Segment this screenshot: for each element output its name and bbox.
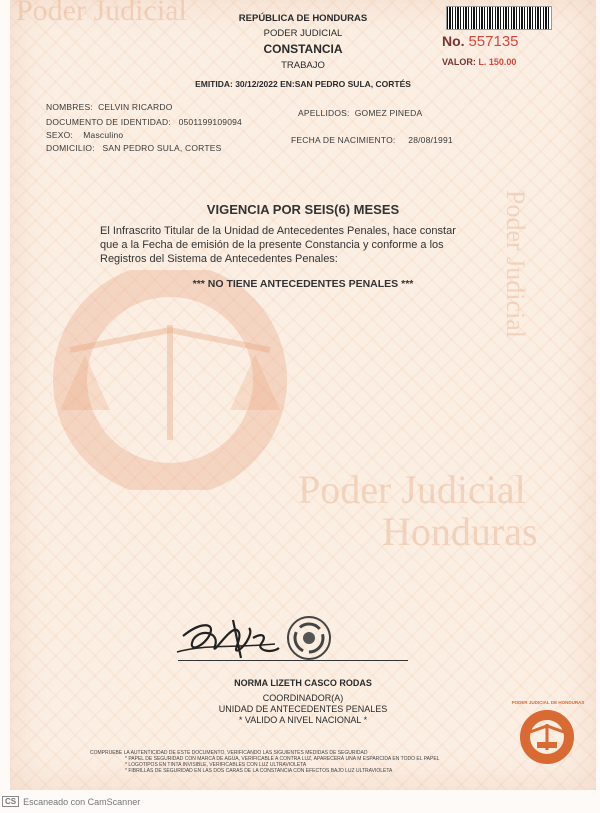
id-value: 0501199109094	[178, 117, 242, 127]
scanner-watermark	[2, 796, 140, 807]
watermark-line1: Poder Judicial	[298, 467, 526, 512]
signature-line	[178, 660, 408, 661]
price-value: L. 150.00	[478, 57, 517, 67]
body-line2: que a la Fecha de emisión de la presente Constancia y conforme a los	[100, 239, 444, 251]
security-note-4: * FIBRILLAS DE SEGURIDAD EN LAS DOS CARAS DE LA CONSTANCIA CON EFECTOS BAJO LUZ ULTRAVIOLETA	[125, 768, 393, 774]
names-row	[46, 102, 173, 112]
security-note-3: * LOGOTIPOS EN TINTA INVISIBLE, VERIFICABLES CON LUZ ULTRAVIOLETA	[125, 762, 307, 768]
seal-emblem-icon	[518, 708, 576, 766]
sex-row	[46, 130, 123, 140]
watermark-side: Poder Judicial	[501, 190, 530, 339]
security-note-1: COMPRUEBE LA AUTENTICIDAD DE ESTE DOCUMENTO, VERIFICANDO LAS SIGUIENTES MEDIDAS DE SEGURIDAD	[90, 750, 368, 756]
signature-icon	[175, 614, 285, 664]
document-paper	[10, 0, 596, 790]
price	[442, 57, 516, 67]
dob-label: FECHA DE NACIMIENTO:	[291, 135, 396, 145]
address-label: DOMICILIO:	[46, 143, 95, 153]
serial-label: No.	[442, 33, 465, 49]
scanner-text: Escaneado con CamScanner	[23, 796, 141, 807]
names-label: NOMBRES:	[46, 102, 93, 112]
signer-unit: UNIDAD DE ANTECEDENTES PENALES	[218, 704, 388, 714]
surname-value: GOMEZ PINEDA	[354, 108, 423, 118]
body-paragraph	[100, 224, 520, 266]
header-issued: EMITIDA: 30/12/2022 EN:SAN PEDRO SULA, CORTÉS	[195, 79, 411, 89]
sex-value: Masculino	[83, 130, 124, 140]
security-note-2: * PAPEL DE SEGURIDAD CON MARCA DE AGUA, VERIFICABLE A CONTRA LUZ, APARECERÁ UNA M ESPARCIDA EN TODO EL PAPEL	[125, 756, 440, 762]
address-row	[46, 143, 221, 153]
signer-scope: * VALIDO A NIVEL NACIONAL *	[238, 715, 368, 725]
id-row	[46, 117, 242, 127]
serial-number	[442, 33, 519, 50]
address-value: SAN PEDRO SULA, CORTES	[102, 143, 222, 153]
validity-title: VIGENCIA POR SEIS(6) MESES	[206, 202, 400, 217]
barcode-icon	[446, 6, 552, 30]
result-text: *** NO TIENE ANTECEDENTES PENALES ***	[192, 278, 414, 290]
judicial-seal	[510, 700, 586, 766]
header-doc-type: CONSTANCIA	[263, 42, 343, 56]
header-branch: PODER JUDICIAL	[263, 28, 343, 39]
dob-row	[291, 135, 453, 145]
watermark-line2: Honduras	[382, 509, 538, 554]
surname-row	[298, 108, 422, 118]
sex-label: SEXO:	[46, 130, 73, 140]
header-purpose: TRABAJO	[281, 60, 325, 71]
official-stamp-icon	[286, 614, 332, 662]
body-line3: Registros del Sistema de Antecedentes Penales:	[100, 253, 338, 265]
serial-value: 557135	[468, 33, 519, 50]
id-label: DOCUMENTO DE IDENTIDAD:	[46, 117, 171, 127]
seal-text: PODER JUDICIAL DE HONDURAS	[511, 700, 585, 705]
body-line1: El Infrascrito Titular de la Unidad de Antecedentes Penales, hace constar	[100, 225, 456, 237]
security-notes	[90, 750, 510, 774]
signer-role: COORDINADOR(A)	[262, 693, 344, 703]
watermark-emblem-icon	[30, 270, 310, 490]
signer-name: NORMA LIZETH CASCO RODAS	[234, 678, 372, 688]
dob-value: 28/08/1991	[408, 135, 453, 145]
surname-label: APELLIDOS:	[298, 108, 350, 118]
header-republic: REPÚBLICA DE HONDURAS	[238, 13, 368, 24]
watermark-top: Poder Judicial	[16, 0, 187, 27]
price-label: VALOR:	[442, 57, 476, 67]
scanner-badge: CS	[2, 796, 19, 807]
names-value: CELVIN RICARDO	[98, 102, 173, 112]
